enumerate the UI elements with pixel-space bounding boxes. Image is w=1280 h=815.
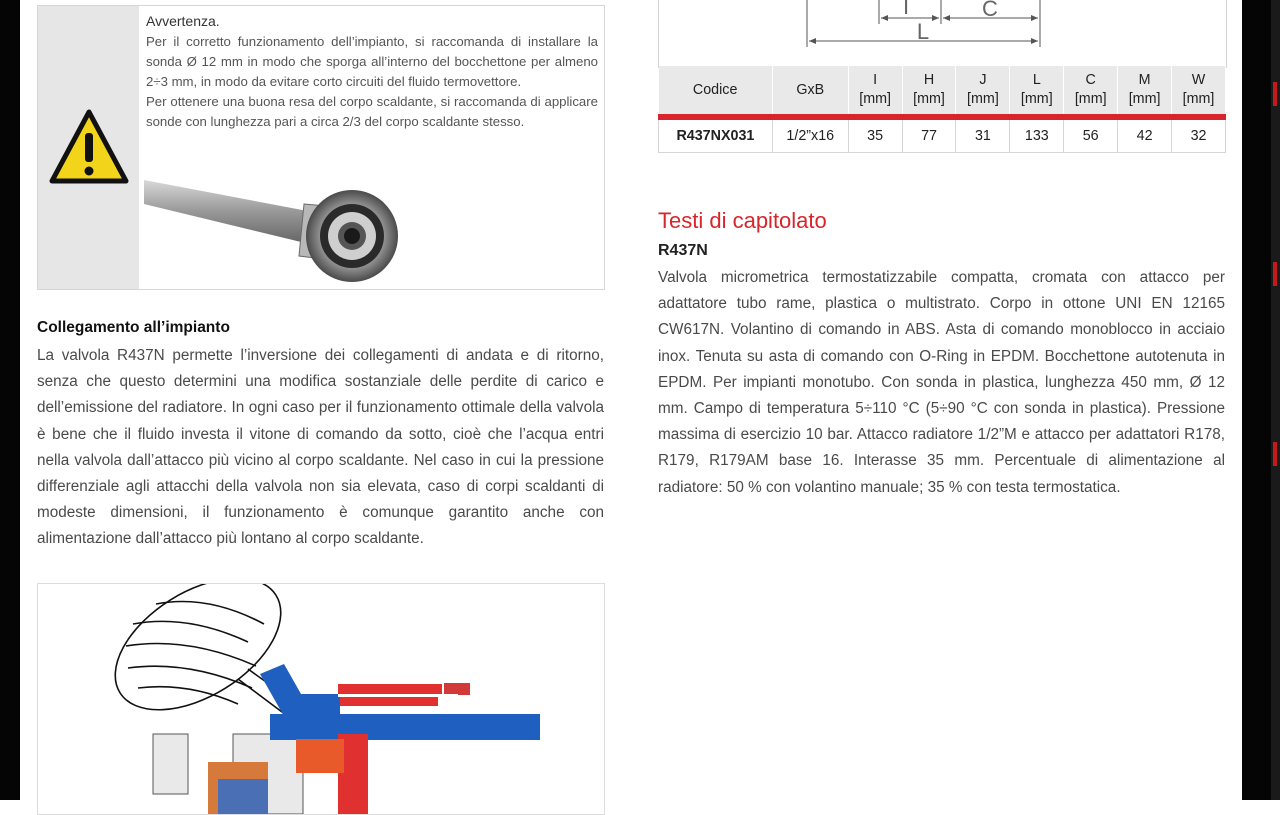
header-m: M [mm] xyxy=(1118,66,1172,117)
cell-h: 77 xyxy=(902,117,956,153)
warning-triangle-icon xyxy=(49,109,129,185)
header-l: L [mm] xyxy=(1010,66,1064,117)
header-j: J [mm] xyxy=(956,66,1010,117)
table-header-row xyxy=(659,66,1226,117)
cell-gxb: 1/2”x16 xyxy=(772,117,848,153)
thermostatic-head xyxy=(92,584,308,737)
valve-diagram xyxy=(37,583,605,815)
scroll-marker xyxy=(1273,82,1277,106)
spec-table xyxy=(658,66,1226,153)
dim-label-i: I xyxy=(902,0,910,19)
left-dark-edge xyxy=(0,0,20,800)
probe-image xyxy=(144,164,408,282)
warning-box xyxy=(37,5,605,290)
scrollbar-track[interactable] xyxy=(1271,0,1280,800)
warning-text xyxy=(146,32,598,132)
header-h: H [mm] xyxy=(902,66,956,117)
cell-i: 35 xyxy=(848,117,902,153)
section-title: Collegamento all’impianto xyxy=(37,319,230,336)
capitolato-body: Valvola micrometrica termostatizzabile compatta, cromata con attacco per adattatore tubo rame, plastica o multistrato. Corpo in ottone UNI EN 12165 CW617N. Volantino di comando in ABS. Asta di comando monoblocco in acciaio inox. Tenuta su asta di comando con O-Ring in EPDM. Bocchettone autotenuta in EPDM. Per impianti monotubo. Con sonda in plastica, lunghezza 450 mm, Ø 12 mm. Campo di temperatura 5÷110 °C (5÷90 °C con sonda in plastica). Pressione massima di esercizio 10 bar. Attacco radiatore 1/2”M e attacco per adattatori R178, R179, R179AM base 16. Interasse 35 mm. Percentuale di alimentazione al radiatore: 50 % con volantino manuale; 35 % con testa termostatica. xyxy=(658,269,1225,496)
header-codice: Codice xyxy=(659,66,773,117)
cell-m: 42 xyxy=(1118,117,1172,153)
scroll-marker xyxy=(1273,262,1277,286)
section-body: La valvola R437N permette l’inversione dei collegamenti di andata e di ritorno, senza che questo determini una modifica sostanziale delle perdite di carico e dell’emissione del radiatore. In ogni caso per il funzionamento ottimale della valvola è bene che il fluido investa il vitone di comando da sotto, cioè che l’acqua entri nella valvola dall’attacco più vicino al corpo scaldante. Nel caso in cui la pressione differenziale agli attacchi della valvola non sia elevata, caso di corpi scaldanti di modeste dimensioni, il funzionamento è comunque garantito anche con alimentazione dall’attacco più lontano al corpo scaldante. xyxy=(37,347,604,548)
warning-title: Avvertenza. xyxy=(146,13,220,29)
cell-j: 31 xyxy=(956,117,1010,153)
right-scrollbar-edge[interactable] xyxy=(1242,0,1280,800)
dim-label-l: L xyxy=(916,19,930,44)
cell-codice: R437NX031 xyxy=(659,117,773,153)
scroll-marker xyxy=(1273,442,1277,466)
warning-paragraph: Per il corretto funzionamento dell’impianto, si raccomanda di installare la sonda Ø 12 mm in modo che sporga all’interno del bocchettone per almeno 2÷3 mm, in modo da evitare corto circuiti del fluido termovettore. xyxy=(146,34,598,89)
cell-l: 133 xyxy=(1010,117,1064,153)
header-w: W [mm] xyxy=(1172,66,1226,117)
cell-w: 32 xyxy=(1172,117,1226,153)
warning-paragraph: Per ottenere una buona resa del corpo scaldante, si raccomanda di applicare sonde con lunghezza pari a circa 2/3 del corpo scaldante stesso. xyxy=(146,94,598,129)
header-c: C [mm] xyxy=(1064,66,1118,117)
dimension-drawing xyxy=(658,0,1227,68)
dim-label-c: C xyxy=(982,0,998,21)
header-gxb: GxB xyxy=(772,66,848,117)
capitolato-title: Testi di capitolato xyxy=(658,208,827,233)
header-i: I [mm] xyxy=(848,66,902,117)
capitolato-code: R437N xyxy=(658,242,708,259)
table-row xyxy=(659,117,1226,153)
cell-c: 56 xyxy=(1064,117,1118,153)
